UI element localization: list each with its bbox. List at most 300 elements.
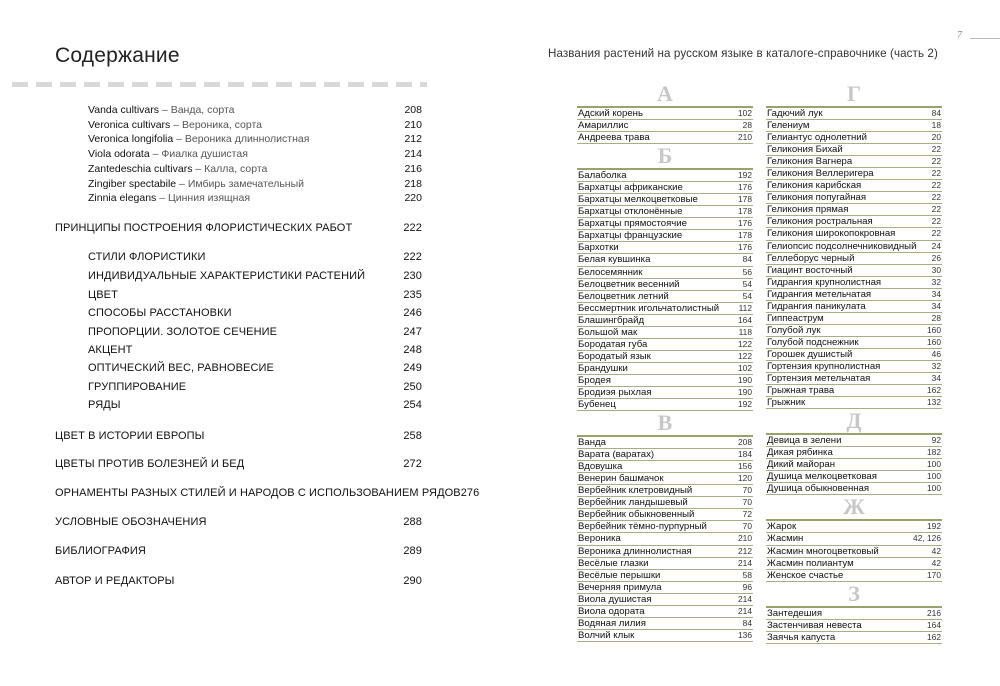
plant-name: Гортензия крупнолистная — [767, 360, 881, 372]
index-entry[interactable] — [766, 108, 942, 120]
index-entry[interactable] — [577, 485, 753, 497]
index-entry[interactable] — [766, 265, 942, 277]
plant-name: Белая кувшинка — [578, 254, 651, 266]
page-ref: 276 — [460, 487, 480, 499]
index-entry[interactable] — [577, 375, 753, 387]
plant-name: Адский корень — [578, 108, 643, 119]
index-entry[interactable] — [577, 497, 753, 509]
page-ref: 22 — [931, 192, 941, 203]
species-label — [88, 163, 267, 175]
index-entry[interactable] — [577, 363, 753, 375]
plant-name: Гортензия метельчатая — [767, 373, 871, 385]
plant-name: Гидрангия паникулата — [767, 300, 866, 312]
index-group — [766, 106, 942, 409]
toc-subsection-row[interactable] — [88, 362, 422, 374]
plant-name: Жасмин — [767, 533, 804, 545]
page-ref: 22 — [931, 228, 941, 239]
species-label — [88, 133, 309, 145]
page-ref: 214 — [404, 148, 422, 161]
section-label: СПОСОБЫ РАССТАНОВКИ — [88, 307, 232, 319]
plant-name: Геликония Вагнера — [767, 156, 853, 168]
index-letter: З — [848, 580, 860, 606]
index-entry[interactable] — [766, 180, 942, 192]
index-entry[interactable] — [577, 546, 753, 558]
toc-section-row[interactable] — [55, 575, 422, 587]
plant-name: Ванда — [578, 437, 606, 449]
index-entry[interactable] — [577, 182, 753, 194]
section-label: ЦВЕТЫ ПРОТИВ БОЛЕЗНЕЙ И БЕД — [55, 458, 245, 470]
page-ref: 42 — [931, 545, 941, 556]
section-label: ГРУППИРОВАНИЕ — [88, 381, 187, 393]
plant-name: Голубой подснежник — [767, 336, 859, 348]
page-ref: 182 — [927, 447, 941, 458]
page-ref: 28 — [931, 312, 941, 323]
index-letter: Д — [846, 408, 862, 434]
page-ref: 18 — [931, 120, 941, 131]
page-ref: 70 — [742, 497, 752, 508]
index-entry[interactable] — [577, 120, 753, 132]
page-ref: 192 — [738, 399, 752, 410]
index-letter: А — [657, 81, 673, 106]
page-ref: 290 — [403, 575, 422, 587]
latin-name: Zinnia elegans — [88, 192, 157, 205]
index-entry[interactable] — [577, 170, 753, 182]
plant-name: Геликония широкопокровная — [767, 228, 896, 240]
plant-name: Бродея — [578, 374, 611, 386]
page-ref: 176 — [738, 218, 752, 229]
toc-subsection-row[interactable] — [88, 289, 422, 301]
page-ref: 92 — [931, 435, 941, 446]
index-entry[interactable] — [577, 570, 753, 582]
plant-name: Гиацинт восточный — [767, 264, 853, 276]
index-entry[interactable] — [577, 291, 753, 303]
page-ref: 162 — [927, 631, 941, 642]
toc-subsection-row[interactable] — [88, 251, 422, 263]
dash-separator: – — [170, 118, 182, 131]
page-ref: 22 — [931, 144, 941, 155]
plant-name: Геликония попугайная — [767, 192, 867, 204]
section-label: РЯДЫ — [88, 399, 121, 411]
plant-name: Бородатая губа — [578, 338, 648, 350]
plant-name: Голубой лук — [767, 324, 821, 336]
plant-name: Гелиопсис подсолнечниковидный — [767, 240, 917, 252]
page-ref: 190 — [738, 374, 752, 385]
page-ref: 178 — [738, 194, 752, 205]
plant-name: Белоцветник весенний — [578, 278, 680, 290]
index-entry[interactable] — [577, 618, 753, 630]
plant-name: Белосемянник — [578, 266, 643, 278]
latin-name: Veronica longifolia — [88, 133, 174, 146]
plant-name: Бархатцы мелкоцветковые — [578, 194, 698, 206]
page-ref: 214 — [738, 605, 752, 616]
dash-separator: – — [149, 148, 162, 161]
page-ref: 288 — [403, 516, 422, 528]
page-ref: 54 — [742, 290, 752, 301]
plant-name: Бархатцы прямостоячие — [578, 218, 687, 230]
index-entry[interactable] — [766, 216, 942, 228]
index-entry[interactable] — [766, 521, 942, 533]
index-entry[interactable] — [577, 473, 753, 485]
plant-name: Дикая рябинка — [767, 447, 833, 459]
plant-name: Весёлые перышки — [578, 569, 661, 581]
plant-name: Балаболка — [578, 170, 627, 182]
index-entry[interactable] — [766, 349, 942, 361]
page-ref: 112 — [738, 302, 752, 313]
russian-name: Вероника длиннолистная — [184, 133, 310, 146]
page-ref: 122 — [738, 338, 752, 349]
page-ref: 247 — [403, 326, 422, 338]
page-ref: 289 — [403, 545, 422, 557]
index-entry[interactable] — [766, 385, 942, 397]
plant-name: Вечерняя примула — [578, 581, 662, 593]
toc-section-row[interactable] — [55, 545, 422, 557]
page-ref: 222 — [403, 222, 422, 234]
toc-subsection-row[interactable] — [88, 326, 422, 338]
index-entry[interactable] — [766, 192, 942, 204]
index-entry[interactable] — [766, 253, 942, 265]
index-entry[interactable] — [577, 279, 753, 291]
index-entry[interactable] — [766, 228, 942, 240]
page-ref: 22 — [931, 180, 941, 191]
toc-species-row — [88, 119, 422, 131]
page-ref: 136 — [738, 629, 752, 640]
index-entry[interactable] — [766, 533, 942, 545]
section-label: ЦВЕТ — [88, 289, 118, 301]
plant-name: Геликония Веллеригера — [767, 168, 874, 180]
index-entry[interactable] — [577, 206, 753, 218]
page-ref: 30 — [931, 264, 941, 275]
toc-species-row — [88, 148, 422, 160]
page-title: Содержание — [55, 44, 180, 67]
toc-section-row[interactable] — [55, 430, 422, 442]
russian-name: Цинния изящная — [167, 192, 251, 205]
index-entry[interactable] — [766, 361, 942, 373]
plant-name: Амариллис — [578, 120, 629, 132]
plant-name: Вербейник ландышевый — [578, 497, 688, 509]
plant-name: Жасмин полиантум — [767, 557, 854, 569]
plant-name: Вероника длиннолистная — [578, 545, 692, 557]
dash-separator: – — [159, 104, 171, 116]
index-entry[interactable] — [766, 337, 942, 349]
page-ref: 272 — [403, 458, 422, 470]
toc-subsection-row[interactable] — [88, 399, 422, 411]
index-entry[interactable] — [577, 218, 753, 230]
page-ref: 210 — [738, 132, 752, 143]
page-ref: 32 — [931, 360, 941, 371]
index-entry[interactable] — [577, 242, 753, 254]
plant-name: Бессмертник игольчатолистный — [578, 302, 720, 314]
index-entry[interactable] — [766, 608, 942, 620]
index-entry[interactable] — [766, 373, 942, 385]
plant-name: Грыжник — [767, 397, 806, 409]
page-ref: 20 — [931, 132, 941, 143]
toc-subsection-row[interactable] — [88, 344, 422, 356]
dash-separator: – — [156, 192, 168, 205]
index-entry[interactable] — [577, 449, 753, 461]
plant-name: Гиппеаструм — [767, 312, 824, 324]
page-ref: 102 — [738, 362, 752, 373]
page-ref: 210 — [404, 118, 422, 131]
section-label: УСЛОВНЫЕ ОБОЗНАЧЕНИЯ — [55, 516, 207, 528]
plant-name: Виола одората — [578, 605, 645, 617]
right-page — [500, 0, 1000, 686]
index-entry[interactable] — [766, 313, 942, 325]
index-entry[interactable] — [577, 630, 753, 642]
page-ref: 42 — [931, 557, 941, 568]
toc-subsection-row[interactable] — [88, 270, 422, 282]
index-entry[interactable] — [577, 254, 753, 266]
plant-name: Белоцветник летний — [578, 290, 669, 302]
species-label — [88, 192, 250, 204]
index-group — [577, 106, 753, 144]
index-entry[interactable] — [766, 289, 942, 301]
plant-name: Бархатцы африканские — [578, 182, 683, 194]
toc-section-row[interactable] — [55, 222, 422, 234]
page-ref: 190 — [738, 386, 752, 397]
index-entry[interactable] — [766, 435, 942, 447]
page-ref: 54 — [742, 278, 752, 289]
page-ref: 34 — [931, 288, 941, 299]
plant-name: Гидрангия метельчатая — [767, 288, 872, 300]
russian-name: Имбирь замечательный — [187, 177, 305, 190]
plant-name: Гадючий лук — [767, 108, 823, 119]
page-ref: 214 — [738, 593, 752, 604]
page-ref: 100 — [927, 483, 941, 494]
plant-name: Гелиантус однолетний — [767, 132, 867, 144]
plant-name: Волчий клык — [578, 629, 635, 641]
index-letter: Ж — [843, 494, 865, 520]
index-column-1 — [577, 82, 753, 642]
page-ref: 248 — [403, 344, 422, 356]
index-entry[interactable] — [766, 156, 942, 168]
page-ref: 70 — [742, 485, 752, 496]
page-ref: 84 — [742, 617, 752, 628]
index-entry[interactable] — [577, 461, 753, 473]
index-entry[interactable] — [766, 241, 942, 253]
section-label: СТИЛИ ФЛОРИСТИКИ — [88, 251, 206, 263]
dash-separator: – — [176, 177, 188, 190]
page-ref: 192 — [738, 170, 752, 181]
section-label: ОПТИЧЕСКИЙ ВЕС, РАВНОВЕСИЕ — [88, 362, 274, 374]
plant-name: Бархатцы французские — [578, 230, 683, 242]
plant-name: Горошек душистый — [767, 348, 853, 360]
plant-name: Вдовушка — [578, 461, 623, 473]
toc-species-row — [88, 163, 422, 175]
page-ref: 22 — [931, 156, 941, 167]
index-group — [766, 606, 942, 644]
page-ref: 58 — [742, 569, 752, 580]
species-label — [88, 178, 304, 190]
plant-name: Брандушки — [578, 362, 628, 374]
page-ref: 132 — [927, 397, 941, 408]
section-label: ПРОПОРЦИИ. ЗОЛОТОЕ СЕЧЕНИЕ — [88, 326, 278, 338]
page-ref: 84 — [742, 254, 752, 265]
plant-name: Геллеборус черный — [767, 252, 855, 264]
plant-name: Жасмин многоцветковый — [767, 545, 879, 557]
toc-species-row — [88, 178, 422, 190]
plant-name: Бубенец — [578, 399, 616, 411]
dash-separator: – — [192, 162, 205, 175]
index-entry[interactable] — [577, 351, 753, 363]
index-entry[interactable] — [577, 108, 753, 120]
index-entry[interactable] — [766, 546, 942, 558]
page-ref: 56 — [742, 266, 752, 277]
page-ref: 122 — [738, 350, 752, 361]
index-entry[interactable] — [577, 230, 753, 242]
plant-name: Вербейник клетровидный — [578, 485, 693, 497]
page-ref: 216 — [404, 162, 422, 175]
plant-name: Дикий майоран — [767, 459, 836, 471]
index-entry[interactable] — [766, 277, 942, 289]
plant-name: Застенчивая невеста — [767, 619, 862, 631]
species-label — [88, 119, 262, 131]
index-entry[interactable] — [766, 570, 942, 582]
page-ref: 208 — [404, 104, 422, 116]
page-ref: 34 — [931, 300, 941, 311]
page-ref: 72 — [742, 509, 752, 520]
page-ref: 160 — [927, 324, 941, 335]
index-group — [577, 435, 753, 642]
plant-name: Варата (варатах) — [578, 449, 655, 461]
plant-name: Водяная лилия — [578, 617, 646, 629]
index-letter: В — [657, 410, 673, 436]
page-ref: 178 — [738, 206, 752, 217]
index-entry[interactable] — [577, 303, 753, 315]
index-entry[interactable] — [766, 204, 942, 216]
page-ref: 84 — [931, 108, 941, 118]
page-ref: 28 — [742, 120, 752, 131]
index-entry[interactable] — [577, 509, 753, 521]
index-entry[interactable] — [766, 459, 942, 471]
plant-name: Девица в зелени — [767, 435, 842, 447]
page-ref: 235 — [403, 289, 422, 301]
page-ref: 176 — [738, 242, 752, 253]
index-entry[interactable] — [766, 558, 942, 570]
section-label: ЦВЕТ В ИСТОРИИ ЕВРОПЫ — [55, 430, 205, 442]
plant-name: Блашингбрайд — [578, 314, 645, 326]
index-entry[interactable] — [766, 471, 942, 483]
page-ref: 222 — [403, 251, 422, 263]
page-ref: 170 — [927, 569, 941, 580]
page-ref: 118 — [738, 326, 752, 337]
toc-species-row — [88, 192, 422, 204]
russian-name: Фиалка душистая — [161, 148, 248, 161]
toc-subsection-row[interactable] — [88, 307, 422, 319]
page-ref: 212 — [404, 133, 422, 146]
section-heading: Названия растений на русском языке в каталоге-справочнике (часть 2) — [548, 47, 938, 60]
index-group — [577, 168, 753, 411]
plant-name: Зантедешия — [767, 607, 823, 619]
page-ref: 214 — [738, 557, 752, 568]
page-number: 7 — [957, 30, 962, 41]
plant-name: Виола душистая — [578, 593, 652, 605]
toc-section-row[interactable] — [55, 516, 422, 528]
page-ref: 210 — [738, 533, 752, 544]
plant-name: Женское счастье — [767, 569, 844, 581]
index-entry[interactable] — [577, 594, 753, 606]
index-entry[interactable] — [766, 301, 942, 313]
section-label: БИБЛИОГРАФИЯ — [55, 545, 146, 557]
index-entry[interactable] — [577, 315, 753, 327]
index-entry[interactable] — [766, 620, 942, 632]
index-entry[interactable] — [766, 144, 942, 156]
plant-name: Жарок — [767, 521, 797, 533]
plant-name: Геликония прямая — [767, 204, 849, 216]
index-entry[interactable] — [577, 582, 753, 594]
plant-name: Гидрангия крупнолистная — [767, 276, 882, 288]
index-entry[interactable] — [766, 325, 942, 337]
toc-subsection-row[interactable] — [88, 381, 422, 393]
section-label: АКЦЕНТ — [88, 344, 133, 356]
plant-name: Бархотки — [578, 242, 619, 254]
index-entry[interactable] — [766, 168, 942, 180]
plant-name: Бородатый язык — [578, 350, 651, 362]
page-ref: 216 — [927, 607, 941, 618]
russian-name: Ванда, сорта — [170, 104, 235, 116]
index-entry[interactable] — [766, 447, 942, 459]
toc-section-row[interactable] — [55, 458, 422, 470]
latin-name: Zantedeschia cultivars — [88, 162, 193, 175]
index-entry[interactable] — [766, 120, 942, 132]
plant-name: Вербейник обыкновенный — [578, 509, 695, 521]
plant-name: Грыжная трава — [767, 385, 835, 397]
plant-name: Геликония карибская — [767, 180, 862, 192]
index-entry[interactable] — [766, 632, 942, 644]
page-ref: 184 — [738, 449, 752, 460]
plant-name: Андреева трава — [578, 132, 650, 144]
page-ref: 46 — [931, 348, 941, 359]
page-ref: 250 — [403, 381, 422, 393]
index-entry[interactable] — [577, 387, 753, 399]
index-column-2 — [766, 82, 942, 644]
page-ref: 230 — [403, 270, 422, 282]
corner-divider — [970, 38, 1000, 39]
page-ref: 176 — [738, 182, 752, 193]
index-entry[interactable] — [766, 132, 942, 144]
index-entry[interactable] — [577, 521, 753, 533]
section-label: ОРНАМЕНТЫ РАЗНЫХ СТИЛЕЙ И НАРОДОВ С ИСПОЛЬЗОВАНИЕМ РЯДОВ — [55, 487, 461, 499]
page-ref: 162 — [927, 385, 941, 396]
plant-name: Большой мак — [578, 326, 638, 338]
page-ref: 192 — [927, 521, 941, 532]
page-ref: 26 — [931, 252, 941, 263]
toc-species-row — [88, 104, 422, 116]
index-entry[interactable] — [577, 194, 753, 206]
index-entry[interactable] — [577, 339, 753, 351]
toc-section-row[interactable] — [55, 487, 480, 499]
index-letter: Г — [847, 81, 861, 106]
page-ref: 249 — [403, 362, 422, 374]
species-label — [88, 148, 248, 160]
page-ref: 24 — [931, 240, 941, 251]
index-entry[interactable] — [577, 437, 753, 449]
index-entry[interactable] — [577, 606, 753, 618]
index-entry[interactable] — [577, 558, 753, 570]
index-entry[interactable] — [577, 533, 753, 545]
page-ref: 178 — [738, 230, 752, 241]
latin-name: Zingiber spectabile — [88, 177, 177, 190]
page-ref: 160 — [927, 336, 941, 347]
page-ref: 156 — [738, 461, 752, 472]
plant-name: Бродиэя рыхлая — [578, 386, 652, 398]
index-entry[interactable] — [577, 267, 753, 279]
plant-name: Вербейник тёмно-пурпурный — [578, 521, 707, 533]
page-ref: 22 — [931, 168, 941, 179]
plant-name: Геликония ростральная — [767, 216, 873, 228]
index-entry[interactable] — [577, 327, 753, 339]
page-ref: 212 — [738, 545, 752, 556]
page-ref: 96 — [742, 581, 752, 592]
